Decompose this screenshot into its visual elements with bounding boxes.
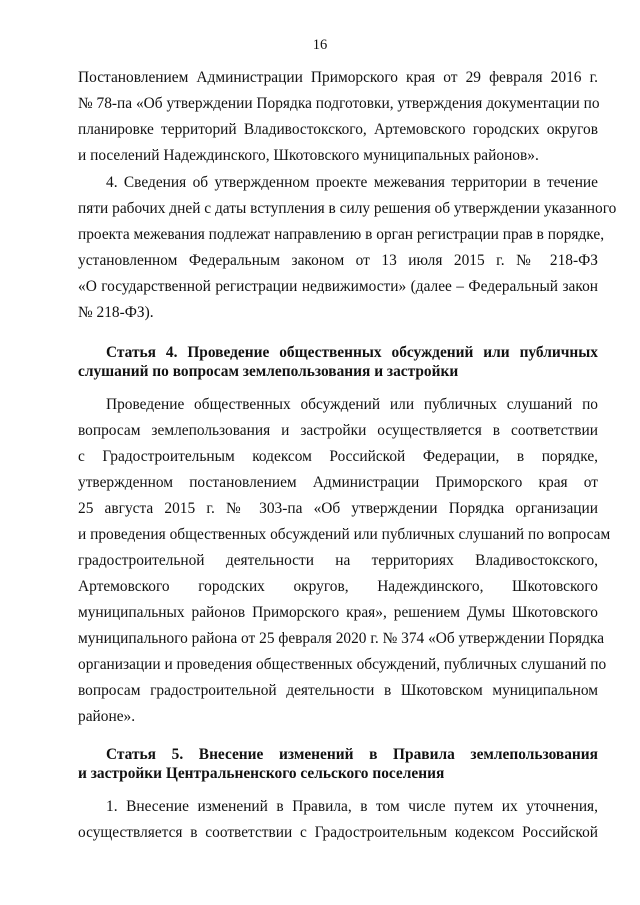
text-line: муниципального района от 25 февраля 2020 г. № 374 «Об утверждении Порядка	[78, 630, 605, 647]
text-line: муниципальных районов Приморского края», решением Думы Шкотовского	[78, 604, 598, 621]
text-line: «О государственной регистрации недвижимости» (далее – Федеральный закон	[78, 278, 598, 295]
text-line: № 218-ФЗ).	[78, 304, 154, 321]
text-line: 1. Внесение изменений в Правила, в том числе путем их уточнения,	[106, 798, 598, 815]
text-line: пяти рабочих дней с даты вступления в силу решения об утверждении указанного	[78, 200, 617, 217]
text-line: проекта межевания подлежат направлению в орган регистрации прав в порядке,	[78, 226, 605, 243]
text-line: Проведение общественных обсуждений или публичных слушаний по	[106, 396, 598, 413]
article-4-heading: слушаний по вопросам землепользования и застройки	[78, 363, 459, 380]
text-line: вопросам градостроительной деятельности в Шкотовском муниципальном	[78, 682, 598, 699]
text-line: планировке территорий Владивостокского, Артемовского городских округов	[78, 121, 598, 138]
text-line: и проведения общественных обсуждений или публичных слушаний по вопросам	[78, 526, 611, 543]
text-line: 4. Сведения об утвержденном проекте межевания территории в течение	[106, 174, 598, 191]
text-line: организации и проведения общественных обсуждений, публичных слушаний по	[78, 656, 607, 673]
text-line: Артемовского городских округов, Надеждинского, Шкотовского	[78, 578, 598, 595]
text-line: № 78-па «Об утверждении Порядка подготовки, утверждения документации по	[78, 95, 600, 112]
text-line: вопросам землепользования и застройки осуществляется в соответствии	[78, 422, 598, 439]
text-line: осуществляется в соответствии с Градостроительным кодексом Российской	[78, 824, 598, 841]
text-line: 25 августа 2015 г. № 303-па «Об утверждении Порядка организации	[78, 500, 598, 517]
text-line: и поселений Надеждинского, Шкотовского муниципальных районов».	[78, 147, 539, 164]
text-line: с Градостроительным кодексом Российской Федерации, в порядке,	[78, 448, 598, 465]
article-5-heading: Статья 5. Внесение изменений в Правила землепользования	[106, 746, 598, 763]
text-line: градостроительной деятельности на территориях Владивостокского,	[78, 552, 598, 569]
page-number: 16	[312, 37, 328, 53]
text-line: установленном Федеральным законом от 13 июля 2015 г. № 218-ФЗ	[78, 252, 598, 269]
text-line: районе».	[78, 708, 136, 725]
text-line: Постановлением Администрации Приморского края от 29 февраля 2016 г.	[78, 69, 598, 86]
text-line: утвержденном постановлением Администрации Приморского края от	[78, 474, 598, 491]
article-5-heading: и застройки Центральненского сельского поселения	[78, 765, 445, 782]
article-4-heading: Статья 4. Проведение общественных обсуждений или публичных	[106, 344, 598, 361]
